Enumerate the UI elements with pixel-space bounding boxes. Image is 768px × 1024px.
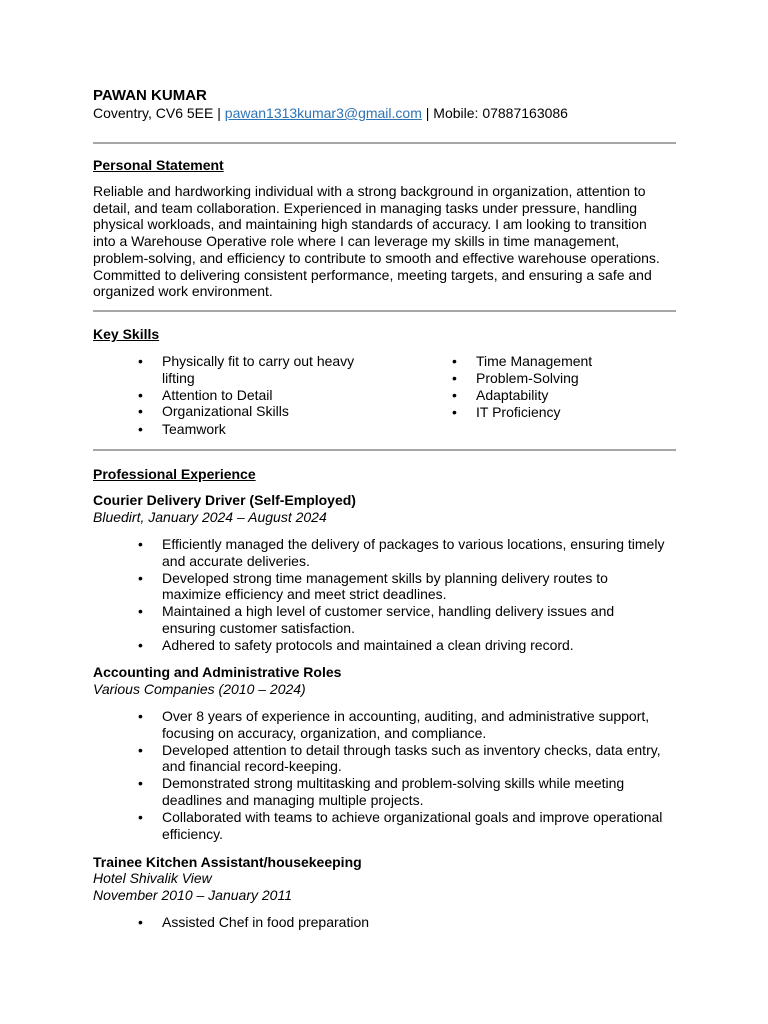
- bullet-line: • Collaborated with teams to achieve organizational goals and improve operational: [162, 808, 663, 825]
- bullet-line: ensuring customer satisfaction.: [162, 619, 355, 636]
- job-company-dates: Various Companies (2010 – 2024): [93, 681, 306, 697]
- bullet-line: • Developed attention to detail through tasks such as inventory checks, data entry,: [162, 741, 661, 758]
- bullet-line: • Assisted Chef in food preparation: [162, 914, 370, 930]
- skill-item: [407, 387, 667, 404]
- job-bullet: [93, 603, 676, 637]
- statement-line: detail, and team collaboration. Experienced in managing tasks under pressure, handling: [93, 199, 638, 216]
- personal-statement-text: [93, 183, 676, 300]
- skill-line: • Physically fit to carry out heavy: [162, 353, 355, 369]
- skill-line: lifting: [162, 369, 195, 386]
- bullet-line: • Maintained a high level of customer service, handling delivery issues and: [162, 603, 615, 620]
- job-title: Courier Delivery Driver (Self-Employed): [93, 492, 356, 508]
- job-bullet-list: [93, 536, 676, 654]
- skill-line: • Time Management: [476, 353, 593, 369]
- skill-line: • Teamwork: [162, 421, 226, 438]
- contact-line: [93, 105, 568, 122]
- job-title: Trainee Kitchen Assistant/housekeeping: [93, 854, 362, 870]
- job-company: Hotel Shivalik View: [93, 870, 212, 886]
- contact-separator: |: [213, 105, 225, 121]
- contact-separator: |: [421, 105, 434, 121]
- job-bullet-list: [93, 708, 676, 842]
- bullet-line: • Adhered to safety protocols and maintained a clean driving record.: [162, 636, 574, 653]
- skill-line: • Adaptability: [476, 387, 549, 404]
- skill-item: [93, 421, 393, 438]
- key-skills-right-list: [407, 353, 667, 421]
- job-bullet: [93, 775, 676, 809]
- location-text: Coventry, CV6 5EE: [93, 105, 214, 121]
- bullet-line: • Efficiently managed the delivery of packages to various locations, ensuring timely: [162, 536, 665, 552]
- skill-line: • Organizational Skills: [162, 403, 289, 420]
- job-company-dates: Bluedirt, January 2024 – August 2024: [93, 509, 327, 525]
- job-dates: November 2010 – January 2011: [93, 887, 292, 903]
- skill-item: [407, 404, 667, 421]
- statement-line: organized work environment.: [93, 283, 273, 300]
- job-bullet: [93, 570, 676, 604]
- personal-statement-heading: Personal Statement: [93, 157, 224, 173]
- job-bullet: [93, 809, 676, 843]
- skill-item: [93, 353, 393, 387]
- key-skills-heading: Key Skills: [93, 326, 160, 342]
- key-skills-left-list: [93, 353, 393, 438]
- skill-line: • IT Proficiency: [476, 403, 561, 420]
- job-bullet: [93, 708, 676, 742]
- bullet-line: and financial record-keeping.: [162, 758, 342, 775]
- email-link[interactable]: pawan1313kumar3@gmail.com: [224, 105, 422, 121]
- experience-heading: Professional Experience: [93, 466, 256, 482]
- mobile-text: Mobile: 07887163086: [433, 105, 568, 121]
- job-bullet: [93, 742, 676, 776]
- bullet-line: • Over 8 years of experience in accounting, auditing, and administrative support,: [162, 708, 650, 724]
- job-bullet: [93, 536, 676, 570]
- statement-line: Committed to delivering consistent performance, meeting targets, and ensuring a safe and: [93, 266, 652, 283]
- bullet-line: • Demonstrated strong multitasking and problem-solving skills while meeting: [162, 775, 625, 792]
- skill-item: [407, 370, 667, 387]
- section-divider: [93, 310, 676, 312]
- section-divider: [93, 449, 676, 451]
- bullet-line: focusing on accuracy, organization, and compliance.: [162, 724, 487, 741]
- skill-item: [407, 353, 667, 370]
- statement-line: Reliable and hardworking individual with a strong background in organization, attention to: [93, 183, 646, 199]
- bullet-line: maximize efficiency and meet strict deadlines.: [162, 586, 447, 603]
- skill-item: [93, 403, 393, 420]
- job-title: Accounting and Administrative Roles: [93, 664, 342, 680]
- skill-line: • Problem-Solving: [476, 370, 579, 387]
- statement-line: into a Warehouse Operative role where I can leverage my skills in time management,: [93, 233, 620, 250]
- candidate-name: PAWAN KUMAR: [93, 87, 207, 104]
- bullet-line: efficiency.: [162, 825, 223, 842]
- job-bullet: [93, 914, 676, 931]
- job-bullet: [93, 637, 676, 654]
- bullet-line: • Developed strong time management skills by planning delivery routes to: [162, 569, 608, 586]
- job-bullet-list: [93, 914, 676, 931]
- section-divider: [93, 142, 676, 144]
- skill-line: • Attention to Detail: [162, 386, 273, 403]
- skill-item: [93, 387, 393, 404]
- bullet-line: deadlines and managing multiple projects.: [162, 791, 424, 808]
- statement-line: physical workloads, and maintaining high standards of accuracy. I am looking to transition: [93, 216, 647, 233]
- bullet-line: and accurate deliveries.: [162, 552, 310, 569]
- statement-line: problem-solving, and efficiency to contribute to smooth and effective warehouse operations.: [93, 249, 660, 266]
